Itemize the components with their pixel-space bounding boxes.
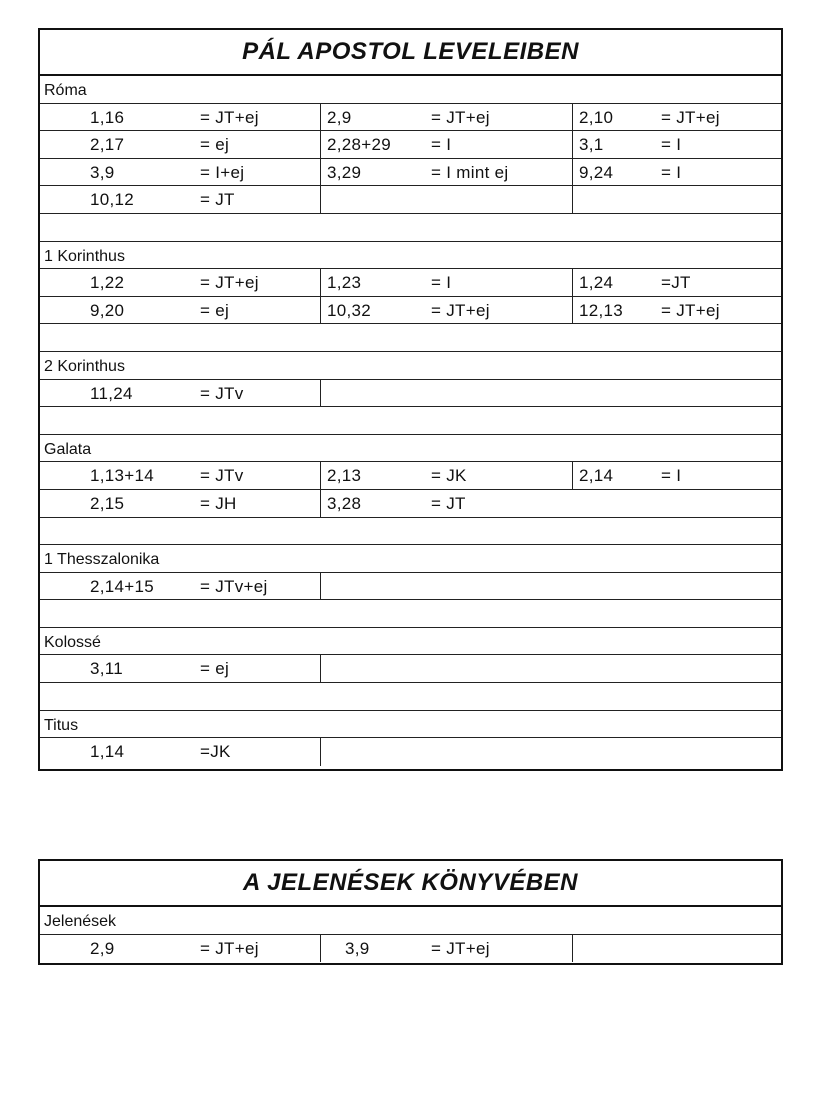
verse-value: = JT+ej — [431, 107, 490, 127]
book-name-row: 1 Thesszalonika — [40, 545, 781, 573]
verse-ref: 1,16 — [90, 107, 125, 127]
table-body — [40, 76, 781, 766]
verse-cell — [40, 490, 320, 517]
table-row — [40, 186, 781, 214]
verse-cell — [40, 462, 320, 489]
verse-ref: 2,9 — [90, 938, 115, 958]
verse-cell — [320, 462, 572, 489]
verse-cell — [40, 738, 320, 766]
verse-ref: 1,24 — [579, 273, 614, 293]
table-row — [40, 159, 781, 187]
table-row — [40, 738, 781, 766]
verse-value: = JTv — [200, 466, 244, 486]
verse-value: = JT+ej — [661, 107, 720, 127]
verse-value: = JTv+ej — [200, 576, 268, 596]
verse-value: = ej — [200, 300, 230, 320]
verse-value: = I — [431, 135, 452, 155]
verse-ref: 2,13 — [327, 466, 362, 486]
spacer-row — [40, 324, 781, 352]
verse-value: = JH — [200, 493, 237, 513]
verse-cell — [320, 935, 572, 963]
verse-ref: 3,9 — [345, 938, 370, 958]
verse-ref: 11,24 — [90, 383, 133, 403]
verse-ref: 12,13 — [579, 300, 624, 320]
verse-cell — [320, 490, 783, 517]
verse-cell — [40, 655, 320, 682]
verse-ref: 2,15 — [90, 493, 125, 513]
book-name-row: Titus — [40, 711, 781, 739]
verse-cell — [40, 104, 320, 131]
verse-cell — [572, 297, 783, 324]
table-row — [40, 269, 781, 297]
verse-ref: 10,12 — [90, 190, 135, 210]
table-body — [40, 907, 781, 962]
verse-value: = JT+ej — [431, 938, 490, 958]
verse-cell — [40, 186, 320, 213]
table-row — [40, 490, 781, 518]
verse-ref: 9,24 — [579, 162, 614, 182]
verse-ref: 3,29 — [327, 162, 362, 182]
verse-cell — [320, 269, 572, 296]
verse-cell — [320, 104, 572, 131]
book-name-row: Galata — [40, 435, 781, 463]
verse-ref: 2,14+15 — [90, 576, 155, 596]
verse-cell — [320, 738, 783, 766]
verse-cell — [320, 131, 572, 158]
verse-value: = JT — [200, 190, 235, 210]
verse-value: = JT+ej — [431, 300, 490, 320]
verse-cell — [40, 131, 320, 158]
table-row — [40, 297, 781, 325]
verse-cell — [40, 380, 320, 407]
verse-cell — [320, 186, 572, 213]
verse-cell — [40, 297, 320, 324]
table-jelenesek — [38, 859, 783, 965]
verse-cell — [320, 573, 783, 600]
verse-cell — [320, 655, 783, 682]
verse-ref: 1,22 — [90, 273, 125, 293]
verse-ref: 1,14 — [90, 742, 125, 762]
verse-ref: 9,20 — [90, 300, 125, 320]
table-row — [40, 380, 781, 408]
verse-cell — [572, 159, 783, 186]
book-name-row: Kolossé — [40, 628, 781, 656]
verse-cell — [572, 935, 783, 963]
verse-ref: 1,13+14 — [90, 466, 155, 486]
table-pal-apostol — [38, 28, 783, 771]
verse-value: = I+ej — [200, 162, 245, 182]
verse-cell — [572, 186, 783, 213]
verse-cell — [40, 159, 320, 186]
verse-value: =JT — [661, 273, 691, 293]
book-name-row: 2 Korinthus — [40, 352, 781, 380]
section-title: A JELENÉSEK KÖNYVÉBEN — [40, 861, 781, 907]
verse-cell — [40, 935, 320, 963]
verse-ref: 3,9 — [90, 162, 115, 182]
verse-ref: 10,32 — [327, 300, 372, 320]
verse-ref: 1,23 — [327, 273, 362, 293]
verse-ref: 2,28+29 — [327, 135, 392, 155]
verse-cell — [320, 380, 783, 407]
verse-value: = JK — [431, 466, 467, 486]
table-row — [40, 131, 781, 159]
spacer-row — [40, 407, 781, 435]
verse-ref: 2,17 — [90, 135, 125, 155]
table-row — [40, 573, 781, 601]
verse-cell — [572, 104, 783, 131]
verse-ref: 2,14 — [579, 466, 614, 486]
verse-cell — [572, 269, 783, 296]
verse-value: = JT+ej — [200, 107, 259, 127]
verse-cell — [40, 269, 320, 296]
verse-value: = JT+ej — [200, 938, 259, 958]
book-name-row: 1 Korinthus — [40, 242, 781, 270]
verse-cell — [572, 131, 783, 158]
verse-value: =JK — [200, 742, 231, 762]
verse-value: = ej — [200, 135, 230, 155]
verse-value: = I — [661, 162, 682, 182]
verse-value: = JT+ej — [661, 300, 720, 320]
section-title: PÁL APOSTOL LEVELEIBEN — [40, 30, 781, 76]
table-row — [40, 655, 781, 683]
spacer-row — [40, 683, 781, 711]
spacer-row — [40, 518, 781, 546]
verse-cell — [40, 573, 320, 600]
spacer-row — [40, 214, 781, 242]
verse-ref: 2,10 — [579, 107, 614, 127]
verse-cell — [572, 462, 783, 489]
verse-ref: 2,9 — [327, 107, 352, 127]
verse-ref: 3,11 — [90, 659, 124, 679]
verse-value: = I — [661, 135, 682, 155]
table-row — [40, 104, 781, 132]
verse-value: = JTv — [200, 383, 244, 403]
verse-value: = I — [431, 273, 452, 293]
verse-ref: 3,28 — [327, 493, 362, 513]
verse-value: = I mint ej — [431, 162, 509, 182]
book-name-row: Róma — [40, 76, 781, 104]
verse-value: = JT — [431, 493, 466, 513]
verse-value: = I — [661, 466, 682, 486]
verse-ref: 3,1 — [579, 135, 604, 155]
verse-cell — [320, 159, 572, 186]
verse-value: = ej — [200, 659, 230, 679]
book-name-row: Jelenések — [40, 907, 781, 935]
spacer-row — [40, 600, 781, 628]
table-row — [40, 935, 781, 963]
verse-value: = JT+ej — [200, 273, 259, 293]
table-row — [40, 462, 781, 490]
verse-cell — [320, 297, 572, 324]
